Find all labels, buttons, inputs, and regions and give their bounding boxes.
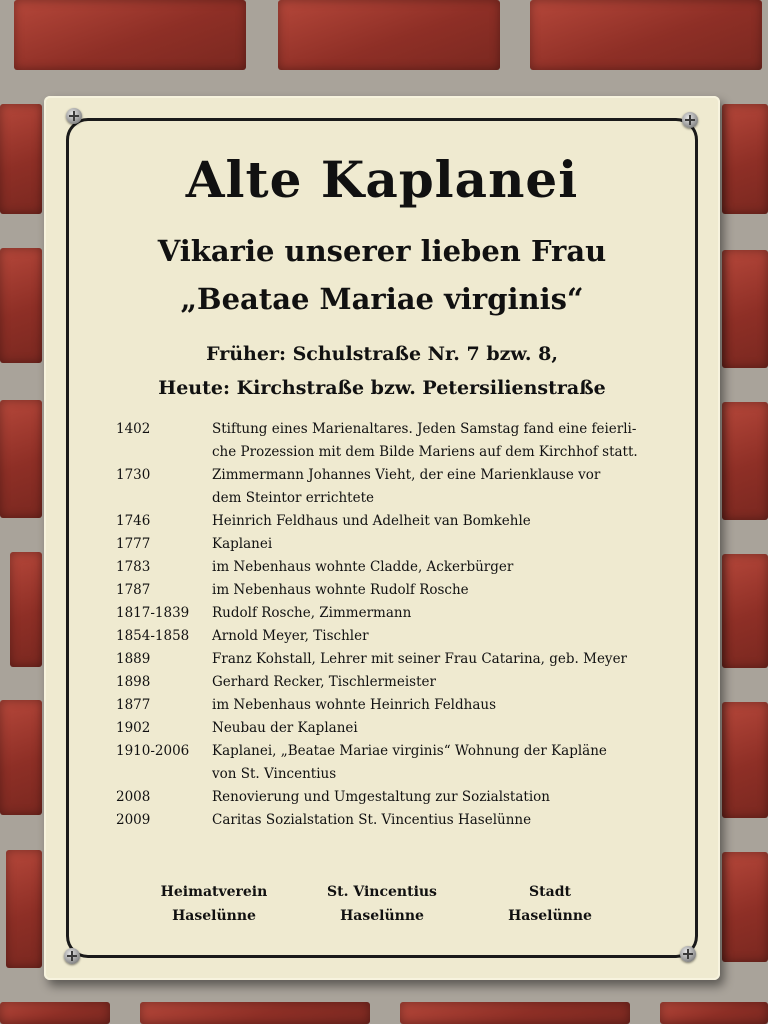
chronicle-year: 1402 — [116, 421, 151, 437]
footer-place: Haselünne — [508, 908, 592, 924]
screw-icon — [64, 948, 80, 964]
chronicle-row — [116, 648, 656, 671]
chronicle-row — [116, 809, 656, 832]
chronicle-text: von St. Vincentius — [212, 766, 337, 782]
plaque-footer — [134, 880, 630, 928]
brick — [722, 702, 768, 818]
brick — [6, 850, 42, 968]
chronicle-year: 1902 — [116, 720, 151, 736]
brick — [0, 104, 42, 214]
brick — [140, 1002, 370, 1024]
chronicle-year: 1854-1858 — [116, 628, 190, 644]
screw-icon — [66, 108, 82, 124]
footer-signatory — [470, 880, 630, 928]
chronicle-year: 1877 — [116, 697, 151, 713]
footer-signatory — [302, 880, 462, 928]
chronicle-row — [116, 671, 656, 694]
chronicle-text: Rudolf Rosche, Zimmermann — [212, 605, 412, 621]
chronicle-year: 1746 — [116, 513, 151, 529]
footer-org: St. Vincentius — [327, 884, 437, 900]
chronicle-year: 1777 — [116, 536, 151, 552]
chronicle-year: 1783 — [116, 559, 151, 575]
chronicle-list — [116, 418, 656, 832]
brick — [722, 402, 768, 520]
brick — [722, 852, 768, 962]
chronicle-row — [116, 602, 656, 625]
chronicle-text: Gerhard Recker, Tischlermeister — [212, 674, 436, 690]
brick — [530, 0, 762, 70]
chronicle-text: im Nebenhaus wohnte Rudolf Rosche — [212, 582, 469, 598]
plaque-subtitle-latin: „Beatae Mariae virginis“ — [180, 282, 584, 316]
chronicle-row — [116, 533, 656, 556]
brick — [400, 1002, 630, 1024]
brick — [10, 552, 42, 667]
chronicle-row — [116, 694, 656, 717]
brick — [0, 700, 42, 815]
footer-signatory — [134, 880, 294, 928]
chronicle-text: Heinrich Feldhaus und Adelheit van Bomkehle — [212, 513, 531, 529]
footer-org: Stadt — [529, 884, 571, 900]
chronicle-year — [116, 763, 212, 786]
footer-place: Haselünne — [172, 908, 256, 924]
brick — [722, 104, 768, 214]
chronicle-row — [116, 510, 656, 533]
chronicle-year: 1889 — [116, 651, 151, 667]
chronicle-year: 2009 — [116, 812, 151, 828]
screw-icon — [682, 112, 698, 128]
brick — [722, 250, 768, 368]
footer-org: Heimatverein — [160, 884, 268, 900]
chronicle-year — [116, 441, 212, 464]
chronicle-text: Arnold Meyer, Tischler — [212, 628, 369, 644]
chronicle-text: dem Steintor errichtete — [212, 490, 374, 506]
chronicle-text: Stiftung eines Marienaltares. Jeden Samstag fand eine feierli- — [212, 421, 637, 437]
brick — [14, 0, 246, 70]
chronicle-text: Franz Kohstall, Lehrer mit seiner Frau Catarina, geb. Meyer — [212, 651, 628, 667]
chronicle-text: im Nebenhaus wohnte Cladde, Ackerbürger — [212, 559, 514, 575]
chronicle-row — [116, 763, 656, 786]
chronicle-text: Caritas Sozialstation St. Vincentius Haselünne — [212, 812, 532, 828]
chronicle-row — [116, 579, 656, 602]
brick — [0, 248, 42, 363]
chronicle-text: Neubau der Kaplanei — [212, 720, 358, 736]
chronicle-year: 1730 — [116, 467, 151, 483]
chronicle-year: 1910-2006 — [116, 743, 190, 759]
plaque-subtitle: Vikarie unserer lieben Frau — [157, 234, 607, 268]
chronicle-row — [116, 464, 656, 487]
screw-icon — [680, 946, 696, 962]
memorial-plaque — [44, 96, 720, 980]
current-address: Heute: Kirchstraße bzw. Petersilienstraße — [158, 377, 606, 399]
chronicle-year: 1817-1839 — [116, 605, 190, 621]
footer-place: Haselünne — [340, 908, 424, 924]
chronicle-year: 1898 — [116, 674, 151, 690]
chronicle-row — [116, 487, 656, 510]
plaque-title: Alte Kaplanei — [185, 150, 579, 209]
chronicle-text: Kaplanei — [212, 536, 273, 552]
brick — [0, 400, 42, 518]
chronicle-text: im Nebenhaus wohnte Heinrich Feldhaus — [212, 697, 497, 713]
brick — [278, 0, 500, 70]
brick — [0, 1002, 110, 1024]
chronicle-year: 2008 — [116, 789, 151, 805]
chronicle-row — [116, 625, 656, 648]
chronicle-text: Kaplanei, „Beatae Mariae virginis“ Wohnung der Kapläne — [212, 743, 607, 759]
brick — [660, 1002, 768, 1024]
chronicle-text: che Prozession mit dem Bilde Mariens auf dem Kirchhof statt. — [212, 444, 638, 460]
former-address: Früher: Schulstraße Nr. 7 bzw. 8, — [206, 343, 558, 365]
chronicle-row — [116, 556, 656, 579]
brick — [722, 554, 768, 668]
chronicle-text: Zimmermann Johannes Vieht, der eine Marienklause vor — [212, 467, 601, 483]
chronicle-year — [116, 487, 212, 510]
chronicle-row — [116, 740, 656, 763]
chronicle-row — [116, 717, 656, 740]
chronicle-row — [116, 786, 656, 809]
chronicle-text: Renovierung und Umgestaltung zur Sozialstation — [212, 789, 550, 805]
chronicle-row — [116, 418, 656, 441]
chronicle-row — [116, 441, 656, 464]
chronicle-year: 1787 — [116, 582, 151, 598]
